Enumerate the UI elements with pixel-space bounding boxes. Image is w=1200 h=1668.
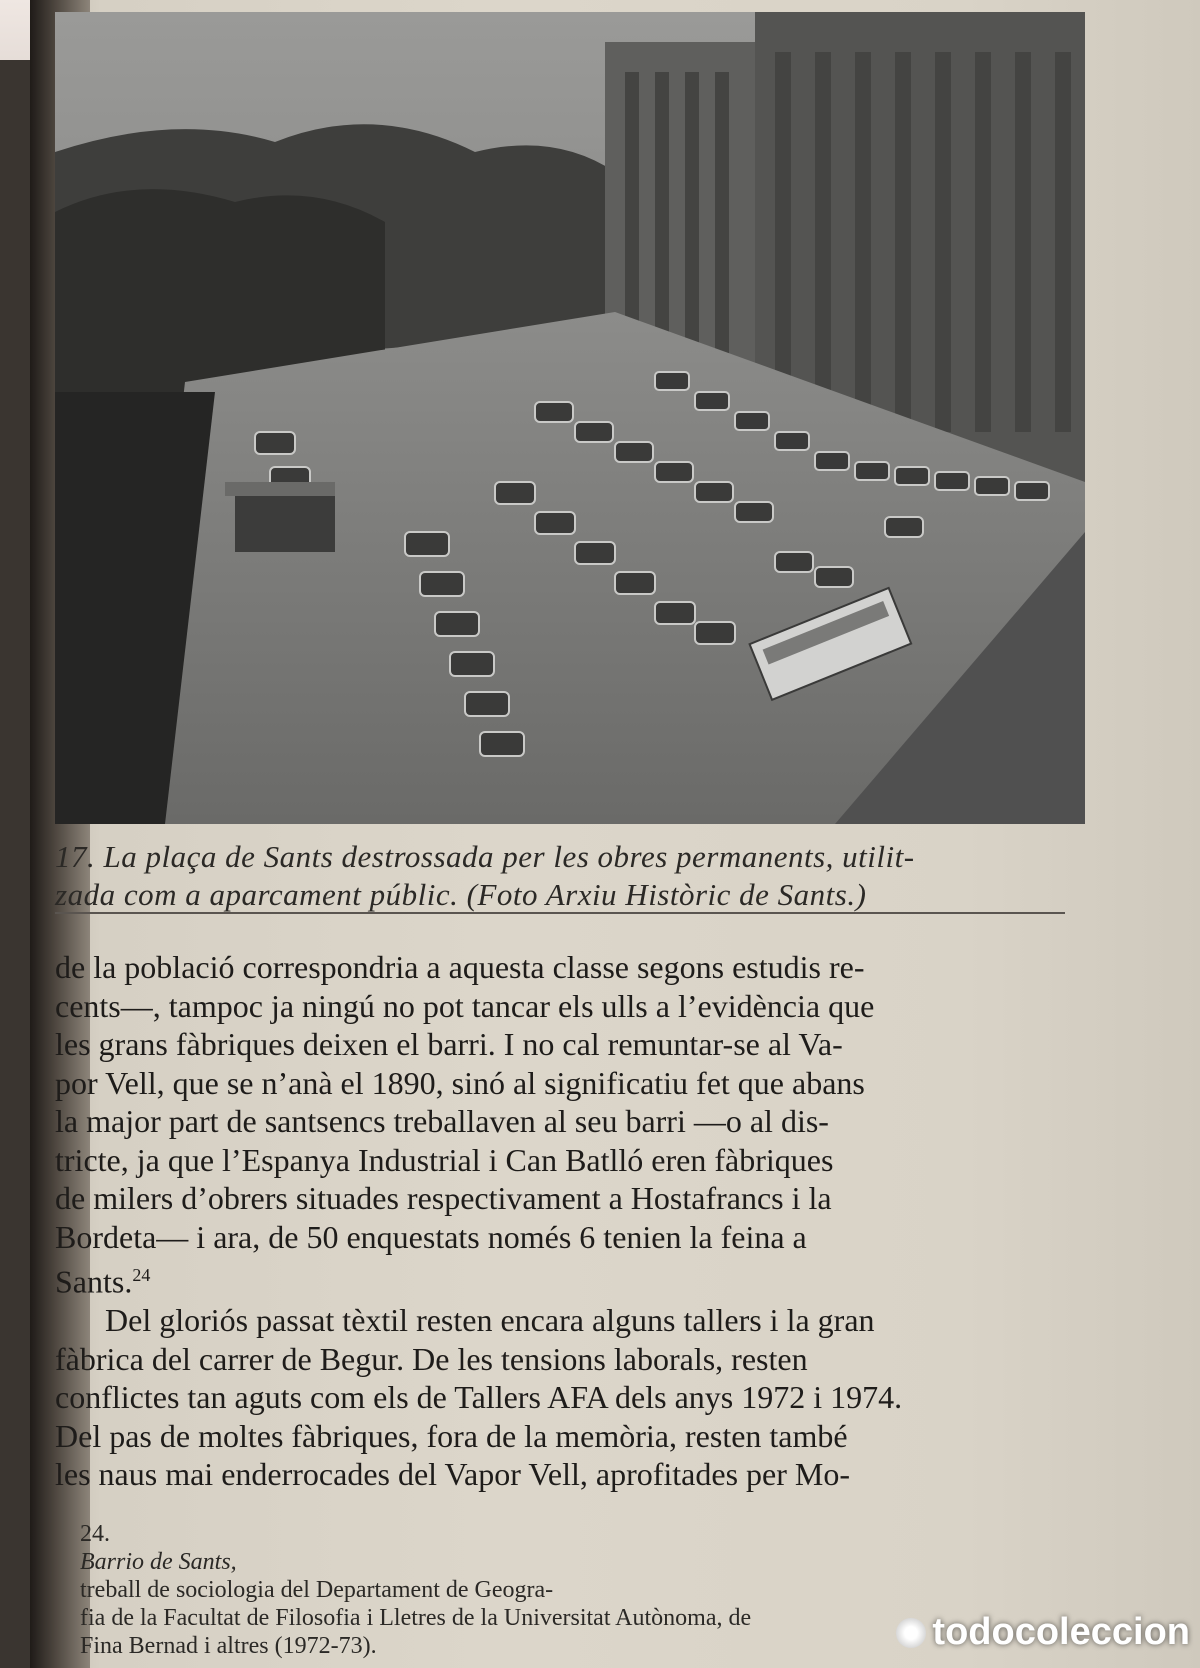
para2-line: Del gloriós passat tèxtil resten encara alguns tallers i la gran <box>105 1302 875 1339</box>
caption-divider <box>55 912 1065 914</box>
body-line: tricte, ja que l’Espanya Industrial i Can Batlló eren fàbriques <box>55 1141 834 1178</box>
body-line: la major part de santsencs treballaven al seu barri —o al dis- <box>55 1103 829 1139</box>
footnote-reference: 24 <box>132 1265 151 1285</box>
para2-line: Del pas de moltes fàbriques, fora de la memòria, resten també <box>55 1417 848 1454</box>
body-text <box>55 948 1075 1494</box>
footnote-line-3: Fina Bernad i altres (1972-73). <box>80 1633 377 1659</box>
body-last-line-text: Sants. <box>55 1263 133 1300</box>
watermark-text: todocoleccion <box>932 1611 1190 1653</box>
body-line: les grans fàbriques deixen el barri. I no cal remuntar-se al Va- <box>55 1026 843 1062</box>
para2-line: fàbrica del carrer de Begur. De les tensions laborals, resten <box>55 1340 808 1377</box>
footnote-number: 24. <box>80 1521 110 1547</box>
parking-lot-photo <box>55 12 1085 824</box>
body-line: Bordeta— i ara, de 50 enquestats només 6 tenien la feina a <box>55 1218 807 1255</box>
para2-line: conflictes tan aguts com els de Tallers AFA dels anys 1972 i 1974. <box>55 1379 903 1416</box>
photo-caption <box>55 838 1085 914</box>
footnote-line-2: fia de la Facultat de Filosofia i Lletres de la Universitat Autònoma, de <box>80 1605 752 1631</box>
para2-line: les naus mai enderrocades del Vapor Vell, aprofitades per Mo- <box>55 1456 850 1493</box>
caption-line-1: 17. La plaça de Sants destrossada per les obres permanents, utilit- <box>55 839 915 874</box>
footnote-line-1-rest: treball de sociologia del Departament de Geogra- <box>80 1577 554 1603</box>
footnote-title: Barrio de Sants, <box>80 1549 237 1575</box>
footnote-line-1 <box>80 1520 1070 1604</box>
body-line: por Vell, que se n’anà el 1890, sinó al significatiu fet que abans <box>55 1064 865 1101</box>
body-last-line <box>55 1256 1075 1301</box>
watermark <box>896 1611 1190 1654</box>
photo-plaça-de-sants <box>55 12 1085 824</box>
watermark-logo-icon <box>896 1618 926 1648</box>
body-line: de la població correspondria a aquesta classe segons estudis re- <box>55 949 865 985</box>
body-line: de milers d’obrers situades respectivament a Hostafrancs i la <box>55 1180 832 1216</box>
caption-line-2: zada com a aparcament públic. (Foto Arxiu Històric de Sants.) <box>55 877 867 912</box>
body-line: cents—, tampoc ja ningú no pot tancar els ulls a l’evidència que <box>55 987 875 1024</box>
